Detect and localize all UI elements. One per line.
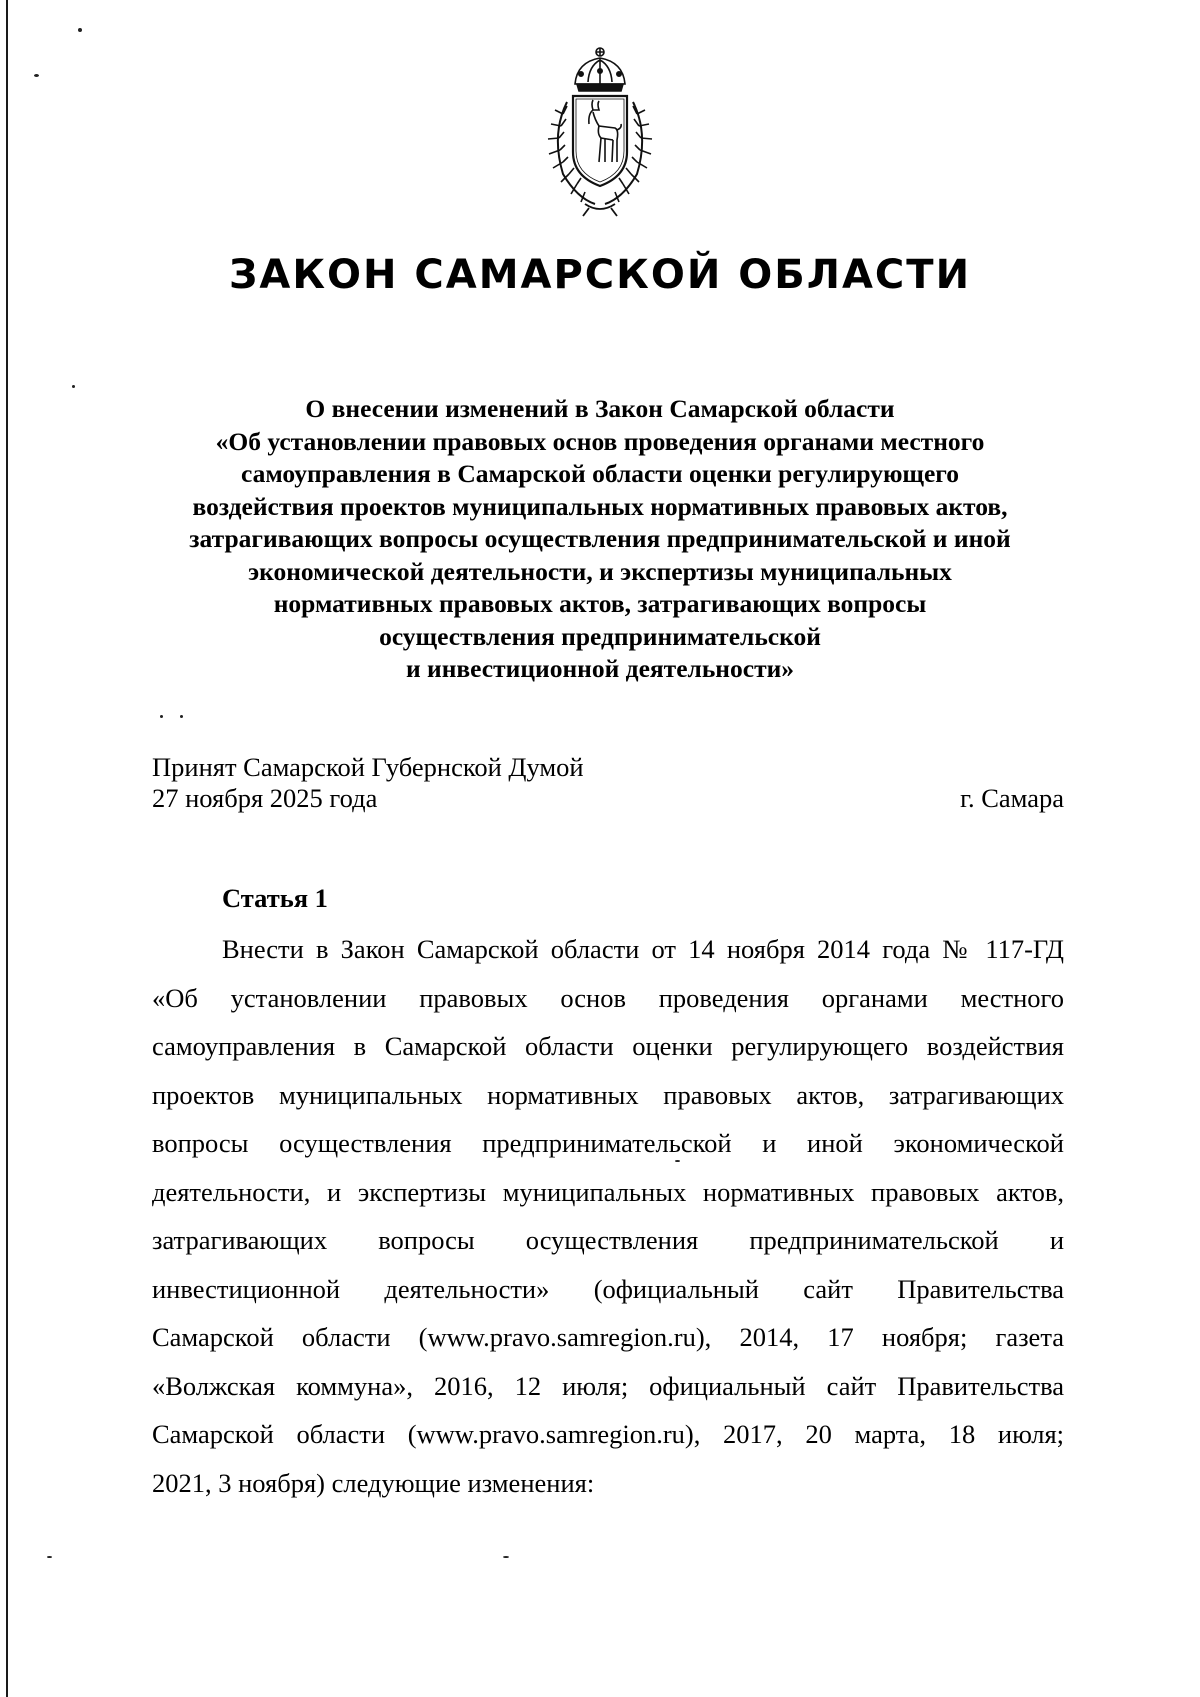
- adopted-date: 27 ноября 2025 года: [152, 783, 378, 813]
- article-line: Самарской области (www.pravo.samregion.ru), 2014, 17 ноября; газета: [152, 1322, 1064, 1352]
- subject-line: и инвестиционной деятельности»: [405, 654, 795, 683]
- subject-line: О внесении изменений в Закон Самарской области: [305, 394, 895, 423]
- article-line: самоуправления в Самарской области оценки регулирующего воздействия: [152, 1031, 1064, 1061]
- article-line: деятельности, и экспертизы муниципальных нормативных правовых актов,: [152, 1176, 1064, 1207]
- adoption-block: [152, 752, 584, 814]
- scan-speck: [78, 28, 82, 32]
- scan-speck: [160, 715, 163, 718]
- scan-speck: [34, 74, 39, 77]
- place-of-adoption: г. Самара: [960, 783, 1064, 813]
- article-body: [152, 925, 1064, 1507]
- law-title: ЗАКОН САМАРСКОЙ ОБЛАСТИ: [228, 252, 972, 298]
- subject-line: затрагивающих вопросы осуществления предпринимательской и иной: [189, 524, 1011, 553]
- scan-speck: [47, 1556, 52, 1558]
- subject-line: воздействия проектов муниципальных нормативных правовых актов,: [192, 491, 1008, 521]
- subject-line: «Об установлении правовых основ проведения органами местного: [215, 426, 985, 456]
- article-line: 2021, 3 ноября) следующие изменения:: [152, 1467, 595, 1498]
- adopted-by: Принят Самарской Губернской Думой: [152, 752, 584, 782]
- article-line: затрагивающих вопросы осуществления предпринимательской и: [152, 1225, 1064, 1255]
- article-line: Самарской области (www.pravo.samregion.ru), 2017, 20 марта, 18 июля;: [152, 1419, 1064, 1449]
- samara-coat-of-arms-icon: [533, 44, 667, 219]
- scan-speck: [180, 715, 183, 718]
- subject-line: экономической деятельности, и экспертизы муниципальных: [248, 556, 952, 586]
- article-line: «Волжская коммуна», 2016, 12 июля; официальный сайт Правительства: [152, 1370, 1064, 1401]
- scan-speck: [503, 1556, 509, 1558]
- article-line: «Об установлении правовых основ проведения органами местного: [152, 982, 1064, 1013]
- article-line: вопросы осуществления предпринимательской и иной экономической: [152, 1128, 1064, 1158]
- article-heading: Статья 1: [222, 883, 328, 913]
- article-line: инвестиционной деятельности» (официальный сайт Правительства: [152, 1273, 1064, 1304]
- law-subject: [130, 393, 1070, 686]
- subject-line: нормативных правовых актов, затрагивающих вопросы: [273, 589, 927, 618]
- article-line: Внести в Закон Самарской области от 14 ноября 2014 года № 117-ГД: [222, 934, 1064, 964]
- subject-line: самоуправления в Самарской области оценки регулирующего: [241, 459, 959, 488]
- article-line: проектов муниципальных нормативных правовых актов, затрагивающих: [152, 1079, 1064, 1110]
- scan-speck: [72, 385, 75, 388]
- subject-line: осуществления предпринимательской: [379, 621, 821, 651]
